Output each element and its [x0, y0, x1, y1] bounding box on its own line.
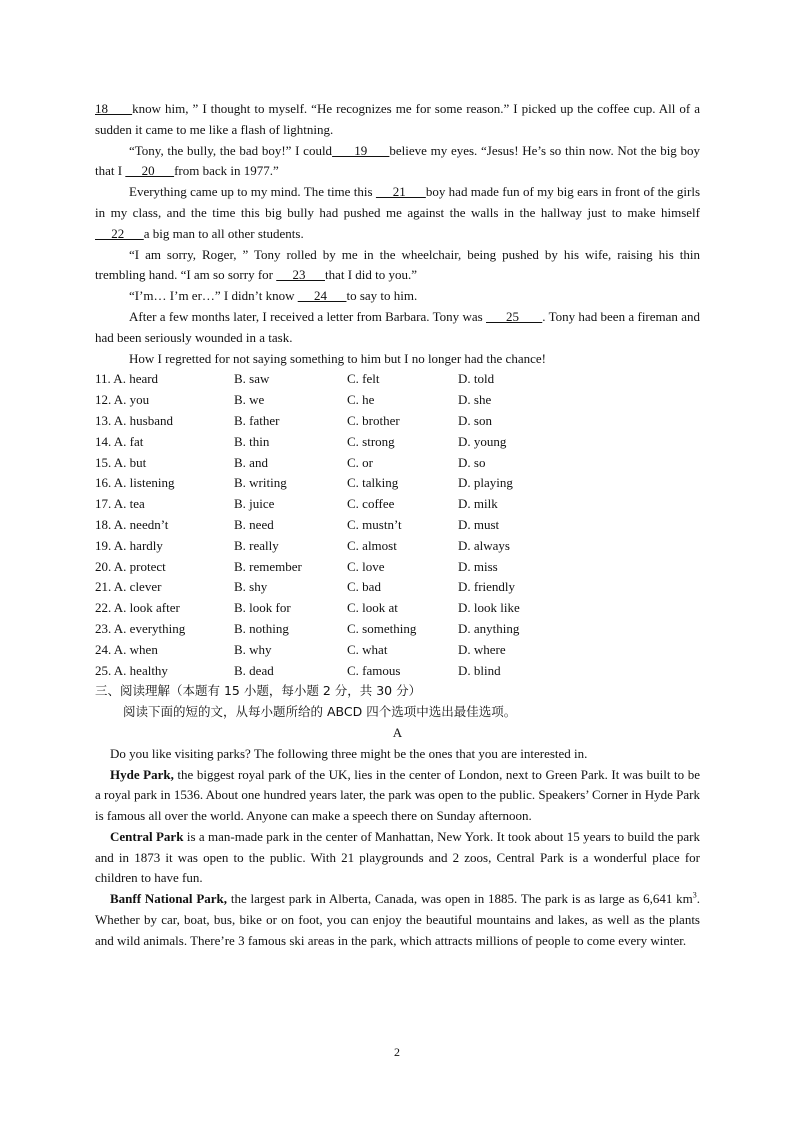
option-b: B. writing: [234, 475, 287, 491]
blank-20: 20: [125, 163, 175, 179]
option-d: D. playing: [458, 475, 513, 491]
option-row: [95, 598, 700, 619]
park-name: Banff National Park,: [110, 891, 228, 907]
option-d: D. she: [458, 392, 492, 408]
option-d: D. where: [458, 641, 506, 657]
option-c: C. brother: [347, 412, 400, 428]
park-text: is a man-made park in the center of Manhattan, New York. It took about 15 years to build the park and in 1873 it was open to the public. With 21 playgrounds and 2 zoos, Central Park is a wonderful place for children to have fun.: [95, 828, 700, 886]
part-label: A: [392, 724, 403, 740]
page-number: 2: [394, 1045, 400, 1059]
option-d: D. milk: [458, 496, 498, 512]
option-b: B. and: [234, 454, 268, 470]
option-a: 17. A. tea: [95, 496, 145, 512]
option-a: 15. A. but: [95, 454, 147, 470]
park-name: Hyde Park,: [110, 766, 174, 782]
option-a: 21. A. clever: [95, 579, 162, 595]
document-body: [95, 99, 700, 952]
option-c: C. bad: [347, 579, 381, 595]
passage-paragraph: [95, 307, 700, 349]
passage-paragraph: How I regretted for not saying something to him but I no longer had the chance!: [129, 350, 546, 366]
passage-paragraph: [95, 99, 700, 141]
option-b: B. juice: [234, 496, 275, 512]
option-d: D. friendly: [458, 579, 516, 595]
option-c: C. coffee: [347, 496, 395, 512]
blank-21: 21: [375, 184, 426, 200]
option-d: D. look like: [458, 600, 520, 616]
option-d: D. son: [458, 412, 492, 428]
option-d: D. always: [458, 537, 510, 553]
option-row: [95, 390, 700, 411]
option-b: B. why: [234, 641, 272, 657]
passage-text: to say to him.: [346, 288, 418, 304]
option-c: C. almost: [347, 537, 397, 553]
option-c: C. what: [347, 641, 388, 657]
central-park-paragraph: [95, 827, 700, 889]
option-d: D. so: [458, 454, 486, 470]
option-row: [95, 515, 700, 536]
option-d: D. young: [458, 433, 507, 449]
passage-paragraph: [95, 141, 700, 183]
passage-text: “Tony, the bully, the bad boy!” I could: [129, 142, 333, 158]
blank-23: 23: [276, 267, 325, 283]
option-a: 22. A. look after: [95, 600, 180, 616]
option-a: 11. A. heard: [95, 371, 159, 387]
option-row: [95, 619, 700, 640]
passage-text: believe my eyes. “Jesus! He’s so thin now. Not the big boy that I: [95, 142, 700, 179]
superscript: 3: [692, 890, 697, 900]
option-b: B. nothing: [234, 620, 289, 636]
blank-18: 18: [95, 101, 133, 116]
option-d: D. blind: [458, 662, 501, 678]
park-text: the largest park in Alberta, Canada, was open in 1885. The park is as large as 6,641 km: [227, 891, 693, 907]
hyde-park-paragraph: [95, 765, 700, 827]
blank-25: 25: [486, 308, 543, 324]
option-d: D. miss: [458, 558, 498, 574]
option-row: [95, 577, 700, 598]
passage-text: know him, ” I thought to myself. “He recognizes me for some reason.” I picked up the coffee cup. All of a sudden it came to me like a flash of lightning.: [95, 101, 701, 137]
blank-24: 24: [297, 288, 347, 304]
option-row: [95, 640, 700, 661]
passage-paragraph: [95, 245, 700, 287]
option-row: [95, 369, 700, 390]
option-row: [95, 473, 700, 494]
option-c: C. he: [347, 392, 375, 408]
option-a: 16. A. listening: [95, 475, 175, 491]
option-a: 25. A. healthy: [95, 662, 168, 678]
option-a: 14. A. fat: [95, 433, 144, 449]
option-a: 24. A. when: [95, 641, 158, 657]
option-c: C. something: [347, 620, 417, 636]
option-c: C. felt: [347, 371, 380, 387]
option-a: 18. A. needn’t: [95, 516, 169, 532]
option-c: C. talking: [347, 475, 399, 491]
option-b: B. look for: [234, 600, 291, 616]
option-c: C. famous: [347, 662, 401, 678]
option-b: B. shy: [234, 579, 268, 595]
option-row: [95, 432, 700, 453]
option-b: B. father: [234, 412, 280, 428]
option-c: C. love: [347, 558, 385, 574]
reading-intro: Do you like visiting parks? The following three might be the ones that you are interested in.: [110, 745, 588, 761]
option-b: B. saw: [234, 371, 270, 387]
option-c: C. mustn’t: [347, 516, 402, 532]
blank-22: 22: [95, 225, 144, 241]
option-a: 19. A. hardly: [95, 537, 163, 553]
option-row: [95, 453, 700, 474]
park-name: Central Park: [110, 828, 184, 844]
blank-19: 19: [332, 142, 390, 158]
passage-paragraph: [95, 286, 700, 307]
section-heading: 三、阅读理解（本题有 15 小题，每小题 2 分，共 30 分）: [95, 683, 422, 699]
option-b: B. remember: [234, 558, 302, 574]
option-a: 13. A. husband: [95, 412, 173, 428]
option-a: 12. A. you: [95, 392, 150, 408]
section-instruction: 阅读下面的短的文，从每小题所给的 ABCD 四个选项中选出最佳选项。: [123, 704, 517, 720]
banff-park-paragraph: [95, 889, 700, 951]
option-row: [95, 411, 700, 432]
passage-text: . Tony had been a fireman and had been seriously wounded in a task.: [95, 308, 700, 345]
option-b: B. thin: [234, 433, 270, 449]
passage-paragraph: [95, 182, 700, 244]
option-c: C. strong: [347, 433, 395, 449]
passage-text: a big man to all other students.: [143, 225, 304, 241]
option-a: 23. A. everything: [95, 620, 186, 636]
option-b: B. really: [234, 537, 279, 553]
option-row: [95, 536, 700, 557]
option-c: C. or: [347, 454, 373, 470]
option-c: C. look at: [347, 600, 398, 616]
option-row: [95, 557, 700, 578]
option-d: D. must: [458, 516, 500, 532]
option-b: B. we: [234, 392, 265, 408]
option-d: D. told: [458, 371, 495, 387]
park-text: . Whether by car, boat, bus, bike or on foot, you can enjoy the beautiful mountains and lakes, as well as the plants and wild animals. There’re 3 famous ski areas in the park, which attracts millions of people to come every winter.: [95, 891, 700, 948]
passage-text: “I am sorry, Roger, ” Tony rolled by me in the wheelchair, being pushed by his wife, raising his thin trembling hand. “I am so sorry for: [95, 246, 700, 283]
option-b: B. need: [234, 516, 274, 532]
passage-text: “I’m… I’m er…” I didn’t know: [129, 288, 298, 304]
passage-text: from back in 1977.”: [174, 163, 279, 179]
option-row: [95, 661, 700, 682]
passage-text: After a few months later, I received a letter from Barbara. Tony was: [129, 308, 487, 324]
passage-text: Everything came up to my mind. The time this: [129, 184, 376, 200]
passage-text: that I did to you.”: [324, 267, 418, 283]
option-a: 20. A. protect: [95, 558, 166, 574]
option-d: D. anything: [458, 620, 520, 636]
option-row: [95, 494, 700, 515]
options-list: [95, 369, 700, 681]
option-b: B. dead: [234, 662, 274, 678]
passage-text: boy had made fun of my big ears in front of the girls in my class, and the time this big bully had pushed me against the walls in the hallway just to make himself: [95, 184, 701, 220]
park-text: the biggest royal park of the UK, lies in the center of London, next to Green Park. It was built to be a royal park in 1536. About one hundred years later, the park was open to the public. Speakers’ Corner in Hyde Park is famous all over the world. Anyone can make a speech there on Sunday afternoon.: [95, 766, 700, 824]
